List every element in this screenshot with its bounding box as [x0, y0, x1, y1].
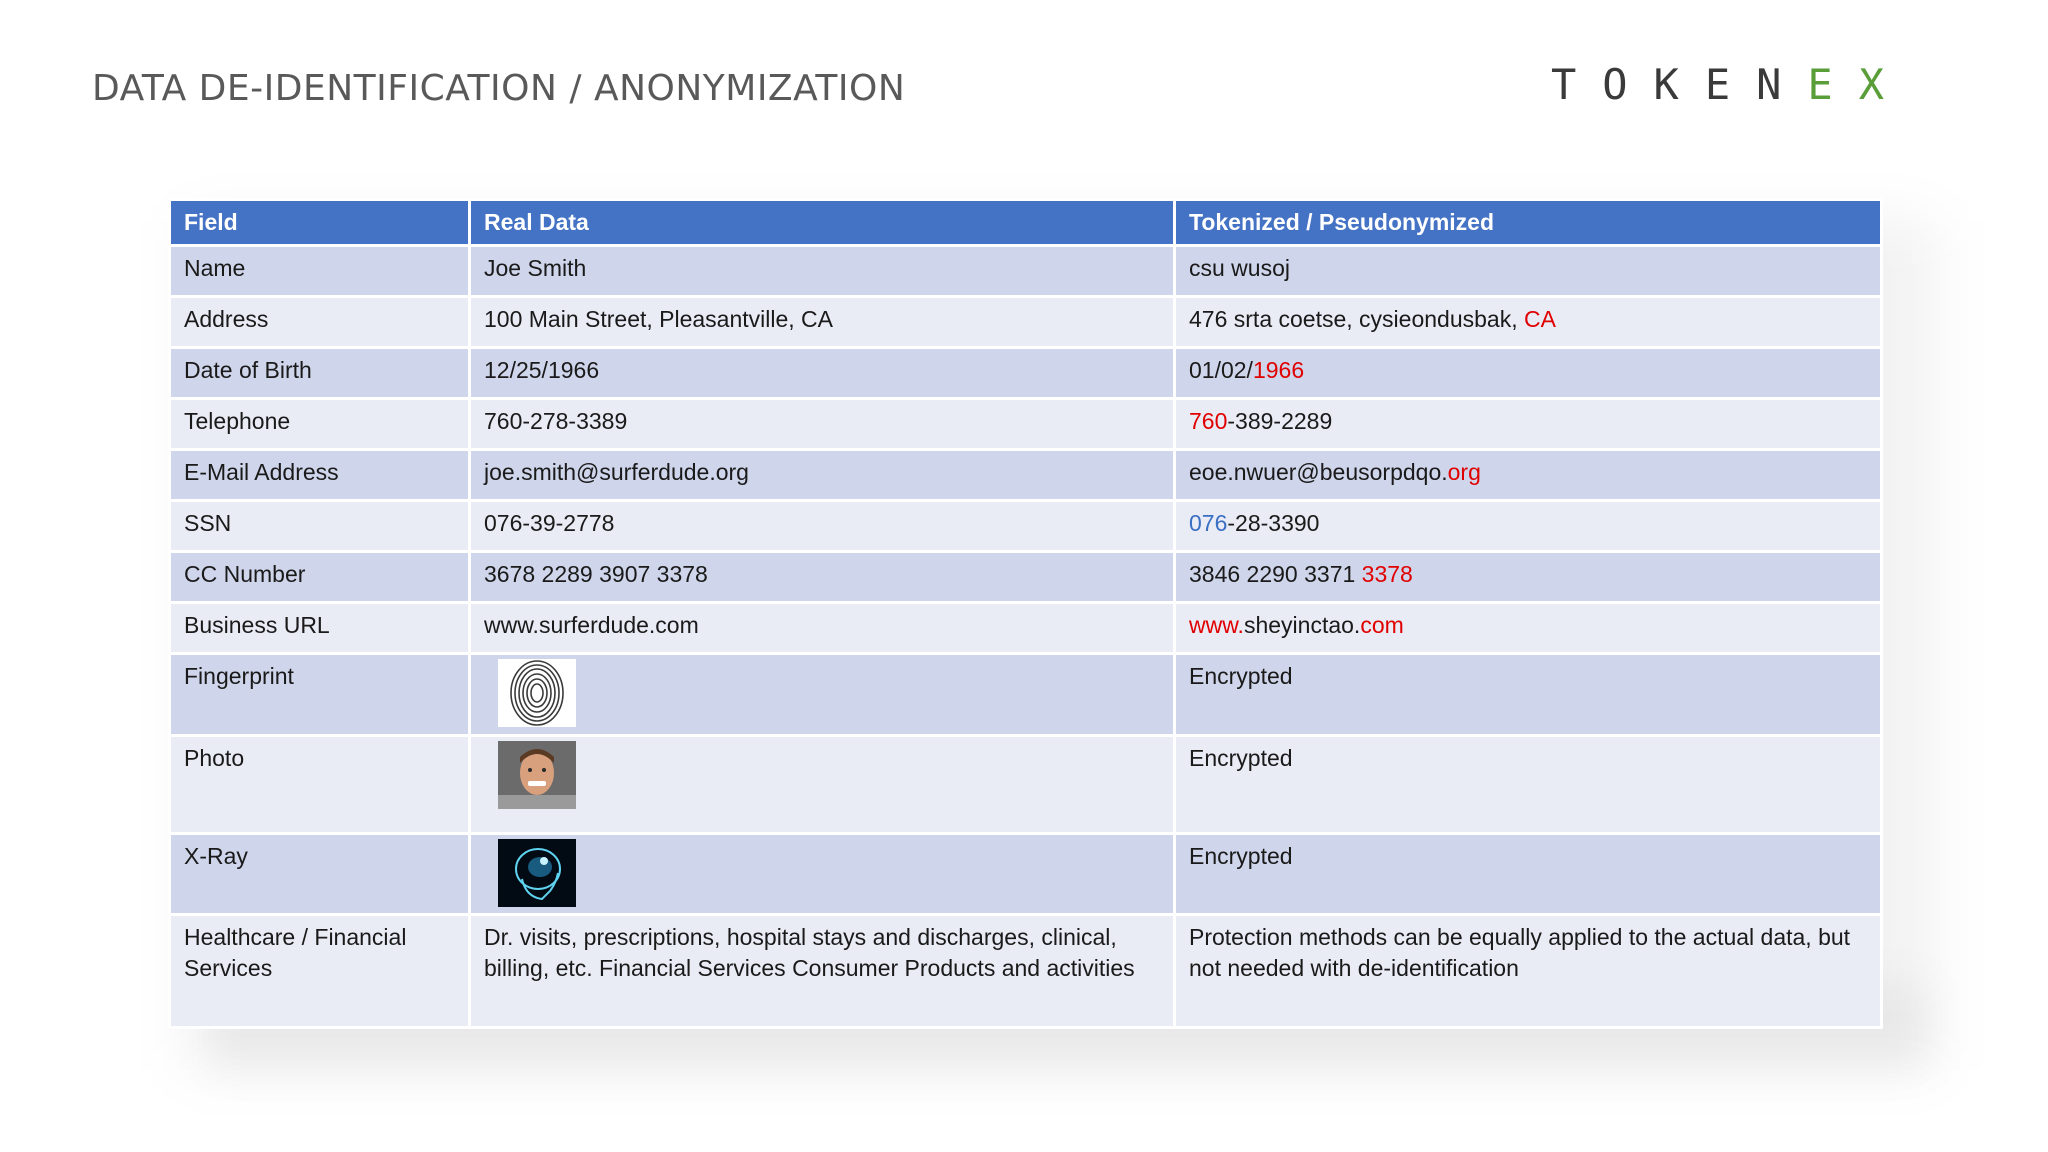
cell-real: 076-39-2778	[470, 501, 1175, 552]
token-segment-highlight: www.	[1189, 612, 1244, 638]
logo-main: TOKEN	[1550, 60, 1808, 109]
table-row	[170, 654, 1882, 736]
cell-token	[1175, 834, 1882, 915]
cell-real-image	[470, 834, 1175, 915]
token-segment-highlight: 076	[1189, 510, 1228, 536]
cell-token	[1175, 736, 1882, 834]
header-tokenized: Tokenized / Pseudonymized	[1175, 200, 1882, 246]
table-row	[170, 603, 1882, 654]
cell-real: 760-278-3389	[470, 399, 1175, 450]
logo-accent: EX	[1807, 60, 1910, 109]
header-real-data: Real Data	[470, 200, 1175, 246]
cell-field: Telephone	[170, 399, 470, 450]
table-row	[170, 915, 1882, 1028]
table-row	[170, 246, 1882, 297]
table-row	[170, 348, 1882, 399]
token-segment: -28-3390	[1227, 510, 1320, 536]
data-table	[168, 198, 1883, 1029]
cell-token	[1175, 501, 1882, 552]
cell-token	[1175, 450, 1882, 501]
slide-title: DATA DE-IDENTIFICATION / ANONYMIZATION	[92, 68, 906, 109]
cell-real: www.surferdude.com	[470, 603, 1175, 654]
cell-field: Fingerprint	[170, 654, 470, 736]
cell-token	[1175, 654, 1882, 736]
token-segment-highlight: CA	[1523, 306, 1556, 332]
header-field: Field	[170, 200, 470, 246]
table-row	[170, 297, 1882, 348]
xray-image	[498, 839, 576, 907]
cell-field: Address	[170, 297, 470, 348]
cell-token	[1175, 915, 1882, 1028]
table-row	[170, 501, 1882, 552]
token-segment: -389-2289	[1227, 408, 1333, 434]
cell-field: Date of Birth	[170, 348, 470, 399]
table-row	[170, 399, 1882, 450]
cell-real: 3678 2289 3907 3378	[470, 552, 1175, 603]
cell-field: E-Mail Address	[170, 450, 470, 501]
token-segment: Encrypted	[1189, 745, 1293, 771]
token-segment-highlight: com	[1360, 612, 1404, 638]
cell-field: CC Number	[170, 552, 470, 603]
token-segment: 476 srta coetse, cysieondusbak,	[1189, 306, 1524, 332]
token-segment-highlight: 760	[1189, 408, 1228, 434]
token-segment: Encrypted	[1189, 663, 1293, 689]
cell-real: Dr. visits, prescriptions, hospital stays and discharges, clinical, billing, etc. Financial Services Consumer Products and activities	[470, 915, 1175, 1028]
cell-real: joe.smith@surferdude.org	[470, 450, 1175, 501]
token-segment-highlight: org	[1447, 459, 1481, 485]
cell-field: Photo	[170, 736, 470, 834]
cell-field: Healthcare / Financial Services	[170, 915, 470, 1028]
cell-field: SSN	[170, 501, 470, 552]
face-photo	[498, 741, 576, 809]
table-row	[170, 736, 1882, 834]
token-segment-highlight: 3378	[1361, 561, 1413, 587]
table-header-row	[170, 200, 1882, 246]
cell-token	[1175, 348, 1882, 399]
table-row	[170, 450, 1882, 501]
cell-token	[1175, 297, 1882, 348]
cell-real: 12/25/1966	[470, 348, 1175, 399]
cell-token	[1175, 246, 1882, 297]
token-segment: csu wusoj	[1189, 255, 1290, 281]
cell-token	[1175, 603, 1882, 654]
tokenex-logo	[1551, 60, 1910, 109]
cell-real: Joe Smith	[470, 246, 1175, 297]
table-row	[170, 834, 1882, 915]
token-segment: Protection methods can be equally applied to the actual data, but not needed with de-identification	[1189, 924, 1851, 981]
token-segment: Encrypted	[1189, 843, 1293, 869]
cell-token	[1175, 399, 1882, 450]
cell-real: 100 Main Street, Pleasantville, CA	[470, 297, 1175, 348]
fingerprint-image	[498, 659, 576, 727]
cell-field: X-Ray	[170, 834, 470, 915]
token-segment: 3846 2290 3371	[1189, 561, 1362, 587]
token-segment: eoe.nwuer@beusorpdqo.	[1189, 459, 1448, 485]
table-row	[170, 552, 1882, 603]
cell-real-image	[470, 654, 1175, 736]
cell-real-image	[470, 736, 1175, 834]
token-segment: sheyinctao.	[1243, 612, 1361, 638]
cell-token	[1175, 552, 1882, 603]
cell-field: Name	[170, 246, 470, 297]
token-segment: 01/02/	[1189, 357, 1253, 383]
cell-field: Business URL	[170, 603, 470, 654]
token-segment-highlight: 1966	[1252, 357, 1305, 383]
